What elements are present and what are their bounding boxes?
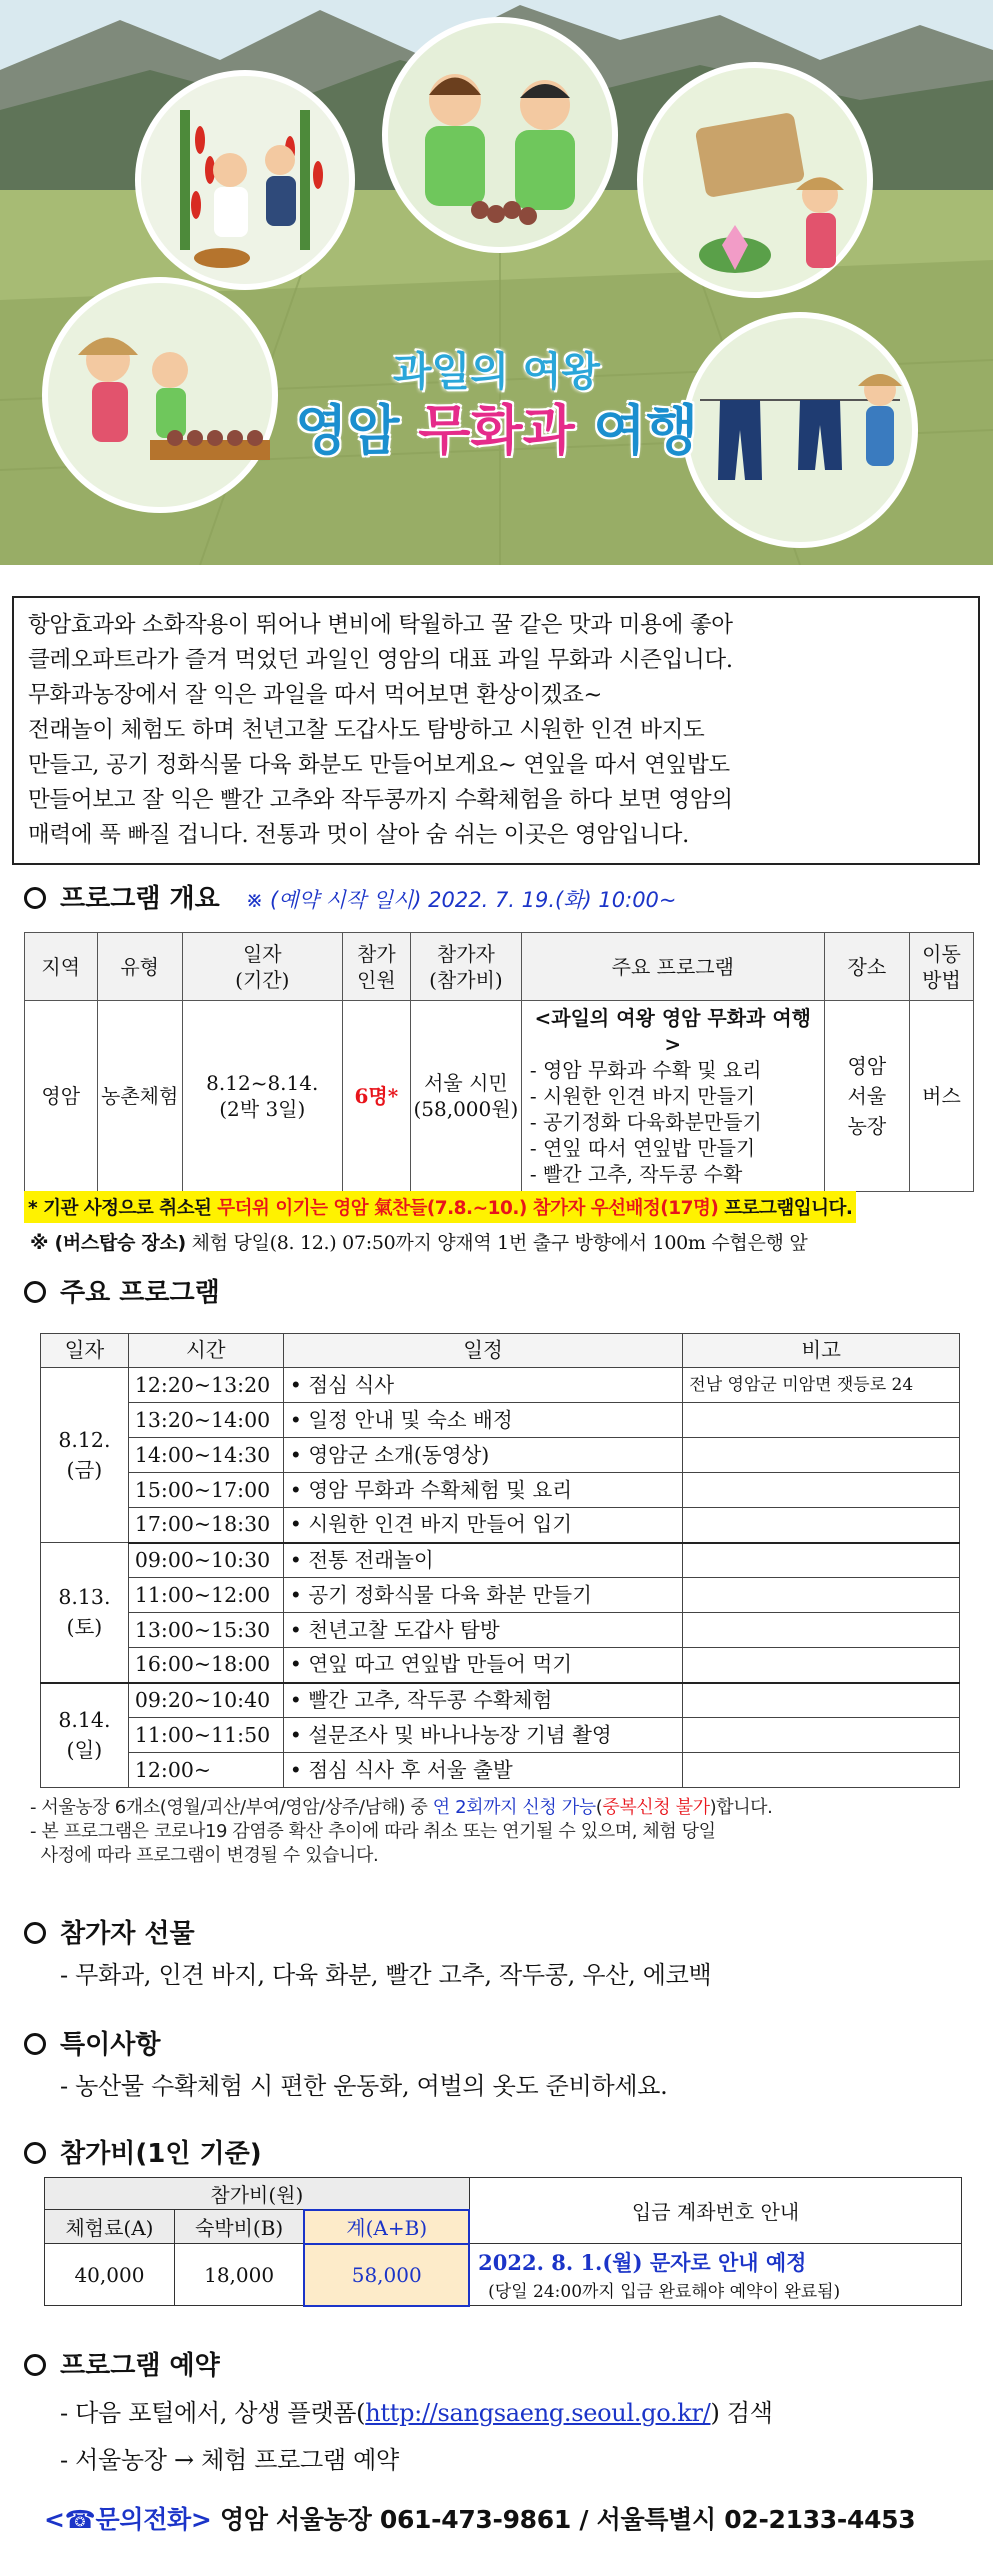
- overview-header-row: [25, 933, 974, 1001]
- time-cell: 11:00~11:50: [128, 1718, 283, 1753]
- fee-value-row: [45, 2244, 962, 2306]
- contact-numbers: 영암 서울농장 061-473-9861 / 서울특별시 02-2133-4453: [211, 2505, 916, 2534]
- gift-list: - 무화과, 인견 바지, 다육 화분, 빨간 고추, 작두콩, 우산, 에코백: [60, 1961, 712, 1989]
- scene-pepper-harvest: [135, 70, 355, 290]
- remark-cell: [683, 1613, 960, 1648]
- reserve-heading-text: 프로그램 예약: [60, 2351, 220, 2381]
- item-cell: • 영암 무화과 수확체험 및 요리: [283, 1473, 683, 1508]
- special-note: - 농산물 수확체험 시 편한 운동화, 여벌의 옷도 준비하세요.: [60, 2072, 668, 2100]
- fee-table: [44, 2177, 962, 2307]
- program-item: - 시원한 인견 바지 만들기: [529, 1084, 756, 1108]
- program-item: - 영암 무화과 수확 및 요리: [529, 1058, 762, 1082]
- account-notice-date: 2022. 8. 1.(월) 문자로 안내 예정: [478, 2250, 807, 2275]
- header-region: 지역: [25, 933, 98, 1001]
- overview-row: [25, 1001, 974, 1192]
- hero-banner: [0, 0, 993, 565]
- intro-line: 클레오파트라가 즐겨 먹었던 과일인 영암의 대표 과일 무화과 시즌입니다.: [28, 647, 733, 673]
- item-cell: • 천년고찰 도갑사 탐방: [283, 1613, 683, 1648]
- header-transport: 이동 방법: [909, 933, 973, 1001]
- header-day: 일자: [41, 1334, 129, 1368]
- schedule-note-1: [30, 1796, 773, 1820]
- schedule-row: [41, 1648, 960, 1683]
- schedule-row: [41, 1403, 960, 1438]
- note1-limit: 연 2회까지 신청 가능: [432, 1797, 596, 1818]
- bullet-circle-icon: [24, 2354, 46, 2376]
- time-cell: 13:20~14:00: [128, 1403, 283, 1438]
- bullet-circle-icon: [24, 2033, 46, 2055]
- remark-cell: [683, 1438, 960, 1473]
- date-range: 8.12~8.14.: [206, 1071, 319, 1095]
- day-cell: [41, 1368, 129, 1543]
- time-cell: 17:00~18:30: [128, 1508, 283, 1543]
- intro-line: 만들어보고 잘 익은 빨간 고추와 작두콩까지 수확체험을 하다 보면 영암의: [28, 787, 733, 813]
- time-cell: 13:00~15:30: [128, 1613, 283, 1648]
- schedule-table: [40, 1333, 960, 1788]
- remark-cell: [683, 1718, 960, 1753]
- item-cell: • 설문조사 및 바나나농장 기념 촬영: [283, 1718, 683, 1753]
- schedule-row: [41, 1543, 960, 1578]
- note1-paren-open: (: [595, 1797, 603, 1818]
- schedule-row: [41, 1368, 960, 1403]
- gift-heading-text: 참가자 선물: [60, 1919, 195, 1949]
- banner-title-line1: 과일의 여왕: [392, 349, 601, 395]
- item-cell: • 점심 식사 후 서울 출발: [283, 1753, 683, 1788]
- remark-cell: [683, 1543, 960, 1578]
- banner-title-line2: [0, 388, 993, 465]
- day-date: 8.12.: [58, 1428, 111, 1452]
- overview-heading-text: 프로그램 개요: [60, 884, 220, 914]
- priority-note-part-a: * 기관 사정으로 취소된: [28, 1198, 218, 1219]
- cell-program: [521, 1001, 824, 1192]
- reserve-step-1-text: - 다음 포털에서, 상생 플랫폼(: [60, 2399, 366, 2427]
- item-cell: • 영암군 소개(동영상): [283, 1438, 683, 1473]
- reservation-start-note: ※ (예약 시작 일시) 2022. 7. 19.(화) 10:00~: [245, 888, 677, 912]
- bullet-circle-icon: [24, 2142, 46, 2164]
- special-heading-text: 특이사항: [60, 2030, 161, 2060]
- time-cell: 12:20~13:20: [128, 1368, 283, 1403]
- banner-title-highlight: 무화과: [418, 399, 575, 462]
- program-title: <과일의 여왕 영암 무화과 여행>: [534, 1006, 811, 1056]
- overview-heading: [24, 878, 677, 915]
- intro-box: [12, 596, 980, 865]
- note1-end: )합니다.: [709, 1797, 773, 1818]
- header-item: 일정: [283, 1334, 683, 1368]
- header-total: 계(A+B): [304, 2210, 469, 2244]
- schedule-row: [41, 1753, 960, 1788]
- bullet-circle-icon: [24, 1281, 46, 1303]
- item-cell: • 시원한 인견 바지 만들어 입기: [283, 1508, 683, 1543]
- fee-group-row: [45, 2178, 962, 2210]
- special-heading: [24, 2024, 160, 2061]
- schedule-row: [41, 1438, 960, 1473]
- cell-region: 영암: [25, 1001, 98, 1192]
- schedule-row: [41, 1683, 960, 1718]
- banner-title-part-c: 여행: [574, 399, 698, 462]
- account-info: [469, 2244, 961, 2306]
- date-period: (2박 3일): [219, 1097, 306, 1121]
- intro-line: 만들고, 공기 정화식물 다육 화분도 만들어보게요~ 연잎을 따서 연잎밥도: [28, 752, 730, 778]
- note1-duplicate: 중복신청 불가: [602, 1797, 710, 1818]
- schedule-heading-text: 주요 프로그램: [60, 1278, 220, 1308]
- bus-text: 체험 당일(8. 12.) 07:50까지 양재역 1번 출구 방향에서 100m 수협은행 앞: [185, 1232, 808, 1254]
- banner-title-part-a: 영암: [295, 399, 419, 462]
- time-cell: 09:20~10:40: [128, 1683, 283, 1718]
- intro-line: 전래놀이 체험도 하며 천년고찰 도갑사도 탐방하고 시원한 인견 바지도: [28, 717, 705, 743]
- account-header: 입금 계좌번호 안내: [469, 2178, 961, 2244]
- banner-illustration: [0, 0, 993, 565]
- priority-allocation-note: [24, 1191, 856, 1223]
- total-fee-value: 58,000: [304, 2244, 469, 2306]
- time-cell: 14:00~14:30: [128, 1438, 283, 1473]
- header-program: 주요 프로그램: [521, 933, 824, 1001]
- day-date: 8.13.: [58, 1585, 111, 1610]
- schedule-row: [41, 1613, 960, 1648]
- gift-heading: [24, 1913, 195, 1950]
- remark-cell: [683, 1508, 960, 1543]
- day-of-week: (토): [66, 1615, 103, 1640]
- schedule-row: [41, 1473, 960, 1508]
- note1-text: - 서울농장 6개소(영월/괴산/부여/영암/상주/남해) 중: [30, 1797, 433, 1818]
- reserve-heading: [24, 2345, 220, 2382]
- participant-fee: (58,000원): [413, 1097, 519, 1121]
- time-cell: 15:00~17:00: [128, 1473, 283, 1508]
- schedule-note-2-cont: 사정에 따라 프로그램이 변경될 수 있습니다.: [30, 1845, 379, 1866]
- intro-line: 항암효과와 소화작용이 뛰어나 변비에 탁월하고 꿀 같은 맛과 미용에 좋아: [28, 612, 733, 638]
- time-cell: 09:00~10:30: [128, 1543, 283, 1578]
- header-remark: 비고: [683, 1334, 960, 1368]
- remark-cell: [683, 1683, 960, 1718]
- remark-cell: [683, 1578, 960, 1613]
- schedule-row: [41, 1718, 960, 1753]
- time-cell: 12:00~: [128, 1753, 283, 1788]
- header-participant: 참가자 (참가비): [410, 933, 521, 1001]
- schedule-header-row: [41, 1334, 960, 1368]
- account-deadline: (당일 24:00까지 입금 완료해야 예약이 완료됨): [488, 2282, 841, 2302]
- header-capacity: 참가 인원: [342, 933, 410, 1001]
- fee-group-header: 참가비(원): [45, 2178, 470, 2210]
- reserve-step-1-end: ) 검색: [710, 2399, 773, 2427]
- day-cell: [41, 1683, 129, 1788]
- item-cell: • 공기 정화식물 다육 화분 만들기: [283, 1578, 683, 1613]
- day-cell: [41, 1543, 129, 1683]
- header-time: 시간: [128, 1334, 283, 1368]
- priority-note-highlight: 무더위 이기는 영암 氣찬들(7.8.~10.) 참가자 우선배정(17명): [217, 1198, 719, 1219]
- day-of-week: (일): [66, 1738, 103, 1763]
- program-item: - 공기정화 다육화분만들기: [529, 1110, 762, 1134]
- schedule-note-2: - 본 프로그램은 코로나19 감염증 확산 추이에 따라 취소 또는 연기될 수 있으며, 체험 당일: [30, 1821, 716, 1842]
- remark-cell: [683, 1473, 960, 1508]
- schedule-notes: [30, 1796, 773, 1868]
- remark-cell: [683, 1648, 960, 1683]
- phone-icon-label: <☎문의전화>: [44, 2505, 212, 2534]
- fee-heading-text: 참가비(1인 기준): [60, 2139, 262, 2169]
- cell-transport: 버스: [909, 1001, 973, 1192]
- intro-line: 매력에 푹 빠질 겁니다. 전통과 멋이 살아 숨 쉬는 이곳은 영암입니다.: [28, 822, 689, 848]
- cell-capacity: 6명*: [342, 1001, 410, 1192]
- experience-fee-value: 40,000: [45, 2244, 175, 2306]
- scene-lotus-rice: [637, 62, 873, 298]
- remark-cell: [683, 1753, 960, 1788]
- header-lodging-fee: 숙박비(B): [174, 2210, 304, 2244]
- priority-note-part-c: 프로그램입니다.: [718, 1198, 853, 1219]
- item-cell: • 연잎 따고 연잎밥 만들어 먹기: [283, 1648, 683, 1683]
- lodging-fee-value: 18,000: [174, 2244, 304, 2306]
- header-place: 장소: [824, 933, 909, 1001]
- program-item: - 빨간 고추, 작두콩 수확: [529, 1162, 743, 1186]
- cell-date: [182, 1001, 342, 1192]
- header-experience-fee: 체험료(A): [45, 2210, 175, 2244]
- time-cell: 11:00~12:00: [128, 1578, 283, 1613]
- bus-label: ※ (버스탑승 장소): [30, 1232, 186, 1254]
- sangsaeng-platform-link[interactable]: http://sangsaeng.seoul.go.kr/: [365, 2399, 711, 2427]
- item-cell: • 점심 식사: [283, 1368, 683, 1403]
- bullet-circle-icon: [24, 1922, 46, 1944]
- item-cell: • 일정 안내 및 숙소 배정: [283, 1403, 683, 1438]
- time-cell: 16:00~18:00: [128, 1648, 283, 1683]
- schedule-row: [41, 1578, 960, 1613]
- item-cell: • 빨간 고추, 작두콩 수확체험: [283, 1683, 683, 1718]
- remark-cell: [683, 1403, 960, 1438]
- participant-type: 서울 시민: [424, 1071, 508, 1095]
- cell-place: 영암 서울 농장: [824, 1001, 909, 1192]
- header-date: 일자 (기간): [182, 933, 342, 1001]
- overview-table: [24, 932, 974, 1192]
- schedule-row: [41, 1508, 960, 1543]
- cell-participant: [410, 1001, 521, 1192]
- item-cell: • 전통 전래놀이: [283, 1543, 683, 1578]
- reserve-step-1: [60, 2393, 773, 2428]
- day-date: 8.14.: [58, 1708, 111, 1733]
- remark-cell: 전남 영암군 미암면 잿등로 24: [683, 1368, 960, 1403]
- cell-type: 농촌체험: [97, 1001, 182, 1192]
- bus-boarding-note: [30, 1228, 807, 1255]
- schedule-heading: [24, 1272, 220, 1309]
- reserve-step-2: - 서울농장 → 체험 프로그램 예약: [60, 2446, 399, 2474]
- intro-line: 무화과농장에서 잘 익은 과일을 따서 먹어보면 환상이겠죠~: [28, 682, 603, 708]
- day-of-week: (금): [66, 1458, 103, 1482]
- contact-line: [44, 2500, 915, 2536]
- header-type: 유형: [97, 933, 182, 1001]
- bullet-circle-icon: [24, 887, 46, 909]
- fee-heading: [24, 2133, 262, 2170]
- scene-fig-kids: [382, 17, 618, 253]
- program-item: - 연잎 따서 연잎밥 만들기: [529, 1136, 756, 1160]
